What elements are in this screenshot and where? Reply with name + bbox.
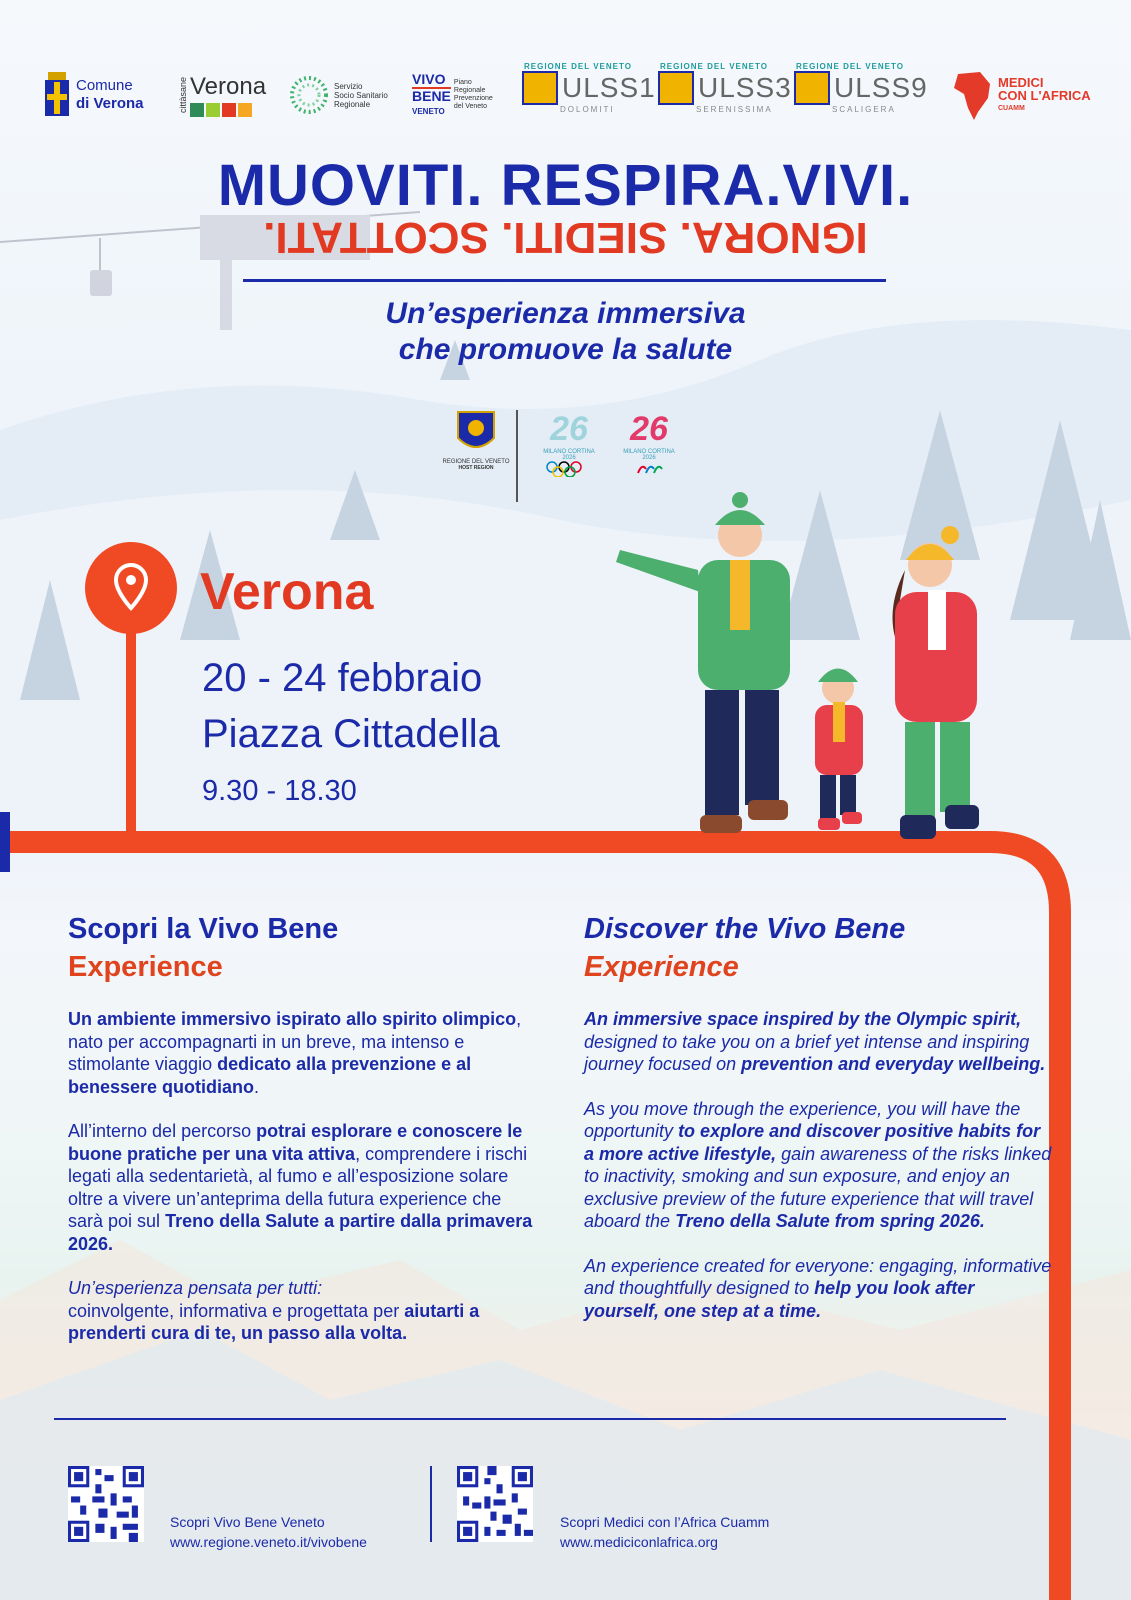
games2-label: MILANO CORTINA 2026 (623, 449, 675, 461)
english-p2-bold2: Treno della Salute from spring 2026. (675, 1211, 985, 1231)
ulss3-logo (658, 62, 792, 128)
italian-paragraph-3 (68, 1277, 538, 1345)
regione-label: REGIONE DEL VENETO (442, 459, 510, 465)
cittasane-graphic (190, 103, 266, 117)
olympic-rings-icon (544, 461, 594, 477)
host-region-label: HOST REGION (458, 465, 494, 471)
qr-code-medici-icon[interactable] (457, 1466, 533, 1542)
footer-right-url[interactable]: www.mediciconlafrica.org (560, 1534, 718, 1550)
english-description (584, 910, 1054, 1344)
english-p3-bold1: help you look after yourself, one step at a time. (584, 1278, 975, 1321)
servizio-line2: Socio Sanitario (334, 90, 388, 100)
italian-p1-bold1: Un ambiente immersivo ispirato allo spirito olimpico (68, 1009, 517, 1029)
english-p1-text1: designed to take you on a brief yet intense and inspiring journey focused on (584, 1031, 1030, 1074)
italian-p3-text1: coinvolgente, informativa e progettata per (68, 1300, 405, 1321)
medici-line1: MEDICI (998, 74, 1044, 90)
italian-p2-text1: All’interno del percorso (68, 1121, 257, 1141)
ulss9-sub: SCALIGERA (832, 105, 896, 114)
italian-p1-bold2: dedicato alla prevenzione e al benessere quotidiano (68, 1054, 472, 1097)
event-hours: 9.30 - 18.30 (202, 775, 357, 807)
italian-p2-bold1: potrai esplorare e conoscere le buone pratiche per una vita attiva (68, 1121, 523, 1164)
subtitle-line1: Un’esperienza immersiva (385, 297, 746, 330)
footer-vertical-divider (430, 1466, 432, 1542)
headline-flipped: IGNORA. SIEDITI. SCOTTATI. (263, 213, 868, 262)
footer-divider (54, 1418, 1006, 1420)
servizio-line1: Servizio (334, 81, 363, 91)
english-p2-text1: As you move through the experience, you will have the opportunity (584, 1098, 1021, 1141)
ulss3-sub: SERENISSIMA (696, 105, 773, 114)
english-p2-bold1: to explore and discover positive habits for a more active lifestyle, (584, 1121, 1041, 1164)
veneto-label: VENETO (412, 106, 445, 116)
partner-logos (40, 62, 1091, 128)
games1-label: MILANO CORTINA 2026 (543, 449, 595, 461)
italian-p3-italic: Un’esperienza pensata per tutti: (68, 1278, 323, 1298)
italian-paragraph-2 (68, 1120, 538, 1255)
cittasane-label: cittàsane (178, 76, 188, 114)
subtitle (0, 296, 1131, 368)
footer-left-url[interactable]: www.regione.veneto.it/vivobene (170, 1534, 367, 1550)
ulss3-name: ULSS3 (698, 72, 792, 103)
ulss1-name: ULSS1 (562, 72, 656, 103)
italian-p3-bold1: aiutarti a prenderti cura di te, un passo alla volta. (68, 1300, 480, 1343)
servizio-socio-sanitario-logo (288, 62, 388, 128)
ulss9-name: ULSS9 (834, 72, 928, 103)
ulss1-sub: DOLOMITI (560, 105, 615, 114)
veneto-lion-icon (456, 410, 496, 454)
piano-line1: Piano (453, 79, 472, 86)
piano-line4: del Veneto (453, 103, 487, 110)
olympic-emblem-icon: 26 (550, 410, 588, 448)
regione-veneto-host (440, 410, 512, 471)
piano-line2: Regionale (453, 87, 486, 94)
subtitle-line2: che promuove la salute (398, 333, 733, 366)
cittasane-verona-logo (178, 62, 266, 128)
event-city: Verona (200, 563, 374, 621)
ulss1-logo (522, 62, 656, 128)
ulss1-region: REGIONE DEL VENETO (524, 62, 632, 71)
footer-right-title: Scopri Medici con l’Africa Cuamm (560, 1514, 770, 1530)
ulss3-region: REGIONE DEL VENETO (660, 62, 768, 71)
comune-line2: di Verona (76, 95, 144, 112)
english-p3-text1: An experience created for everyone: engaging, informative and thoughtfully designed to (584, 1255, 1052, 1298)
english-paragraph-1 (584, 1008, 1054, 1076)
ulss9-region: REGIONE DEL VENETO (796, 62, 904, 71)
event-dates: 20 - 24 febbraio (202, 656, 483, 700)
verona-shield-icon (44, 72, 70, 118)
milano-cortina-olympics (536, 410, 602, 482)
medici-con-africa-logo (950, 62, 1091, 128)
milano-cortina-paralympics (616, 410, 682, 482)
headline: MUOVITI. RESPIRA.VIVI. (217, 153, 914, 218)
servizio-line3: Regionale (334, 99, 371, 109)
vivo-label: VIVO (412, 70, 446, 87)
headline-divider (243, 279, 886, 282)
footer-left (170, 1512, 367, 1552)
italian-title-accent: Experience (68, 951, 223, 983)
english-p2-text2: gain awareness of the risks linked to inactivity, smoking and sun exposure, and enjoy an exclusive preview of the future experience that will travel aboard the (584, 1143, 1052, 1231)
english-p1-bold1: An immersive space inspired by the Olympic spirit, (584, 1009, 1022, 1029)
veneto-lion-icon (522, 71, 558, 105)
bene-label: BENE (412, 87, 451, 104)
english-paragraph-2 (584, 1098, 1054, 1233)
event-place: Piazza Cittadella (202, 712, 500, 756)
vivo-bene-logo (412, 62, 493, 128)
veneto-lion-icon (794, 71, 830, 105)
verona-label: Verona (190, 73, 267, 100)
english-title-main: Discover the Vivo Bene (584, 913, 906, 945)
logo-divider (516, 410, 518, 502)
italian-p1-text1: , nato per accompagnarti in un breve, ma intenso e stimolante viaggio (68, 1009, 522, 1074)
medici-line3: CUAMM (998, 104, 1025, 112)
comune-line1: Comune (76, 77, 133, 94)
italian-p1-text2: . (254, 1076, 260, 1097)
ulss9-logo (794, 62, 928, 128)
footer-right (560, 1512, 769, 1552)
italian-description (68, 910, 538, 1367)
comune-verona-logo (44, 62, 144, 128)
italian-paragraph-1 (68, 1008, 538, 1098)
olympic-host-logos (440, 410, 690, 502)
italian-title (68, 910, 538, 986)
english-title-accent: Experience (584, 951, 739, 983)
africa-map-icon (950, 68, 994, 122)
footer-left-title: Scopri Vivo Bene Veneto (170, 1514, 325, 1530)
paralympic-emblem-icon: 26 (630, 410, 668, 448)
italian-title-main: Scopri la Vivo Bene (68, 913, 339, 945)
english-p1-bold2: prevention and everyday wellbeing. (741, 1054, 1046, 1074)
ssr-dots-icon (288, 74, 330, 116)
italian-p2-bold2: Treno della Salute a partire dalla primavera 2026. (68, 1211, 533, 1254)
piano-line3: Prevenzione (453, 95, 493, 102)
english-title (584, 910, 1054, 986)
italian-p2-text2: , comprendere i rischi legati alla sedentarietà, al fumo e all’esposizione solare oltre a vivere un’anteprima della futura experience che sarà poi sul (68, 1143, 528, 1231)
qr-code-vivobene-icon[interactable] (68, 1466, 144, 1542)
medici-line2: CON L'AFRICA (998, 87, 1091, 103)
english-paragraph-3 (584, 1255, 1054, 1323)
agitos-icon (634, 461, 664, 477)
veneto-lion-icon (658, 71, 694, 105)
